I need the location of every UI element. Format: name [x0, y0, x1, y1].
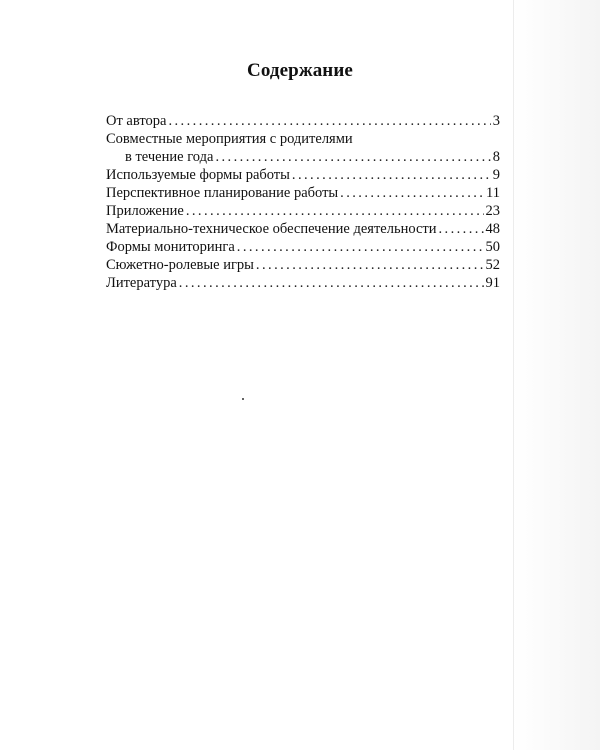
- dot-leader: [186, 202, 484, 220]
- toc-page-number: 91: [485, 275, 500, 291]
- dot-leader: [237, 238, 484, 256]
- dot-leader: [292, 166, 491, 184]
- toc-entry-label: Перспективное планирование работы: [106, 185, 339, 201]
- toc-entry-label: Приложение: [106, 203, 184, 219]
- toc-entry-monitoring[interactable]: [106, 238, 500, 256]
- toc-entry-label: Материально-техническое обеспечение деятельности: [106, 221, 437, 237]
- toc-entry-label: Формы мониторинга: [106, 239, 235, 255]
- toc-entry-label: Используемые формы работы: [106, 167, 290, 183]
- toc-page-number: 8: [492, 149, 500, 165]
- dot-leader: [438, 220, 483, 238]
- dot-leader: [168, 112, 490, 130]
- print-speck: [242, 398, 244, 400]
- toc-entry-literature[interactable]: [106, 274, 500, 292]
- toc-entry-label: Сюжетно-ролевые игры: [106, 257, 254, 273]
- toc-entry-label: в течение года: [125, 149, 214, 165]
- toc-page-number: 3: [492, 113, 500, 129]
- page-edge-line: [513, 0, 514, 750]
- toc-entry-work-forms[interactable]: [106, 166, 500, 184]
- page-edge-shadow: [512, 0, 600, 750]
- toc-entry-role-play[interactable]: [106, 256, 500, 274]
- toc-entry-author[interactable]: [106, 112, 500, 130]
- toc-page-number: 48: [485, 221, 500, 237]
- toc-entry-label-first-line: Совместные мероприятия с родителями: [106, 131, 353, 147]
- toc-page-number: 9: [492, 167, 500, 183]
- dot-leader: [179, 274, 484, 292]
- dot-leader: [256, 256, 484, 274]
- toc-entry-label: Литература: [106, 275, 177, 291]
- toc-page-number: 50: [485, 239, 500, 255]
- toc-entry-parents-events[interactable]: [106, 130, 500, 166]
- dot-leader: [215, 148, 490, 166]
- toc-entry-material-support[interactable]: [106, 220, 500, 238]
- toc-entry-label: От автора: [106, 113, 167, 129]
- toc-entry-planning[interactable]: [106, 184, 500, 202]
- page-title: Содержание: [247, 60, 353, 81]
- toc-page-number: 23: [485, 203, 500, 219]
- toc-page-number: 52: [485, 257, 500, 273]
- toc-page-number: 11: [486, 185, 500, 201]
- table-of-contents: [106, 112, 500, 292]
- dot-leader: [340, 184, 484, 202]
- toc-entry-appendix[interactable]: [106, 202, 500, 220]
